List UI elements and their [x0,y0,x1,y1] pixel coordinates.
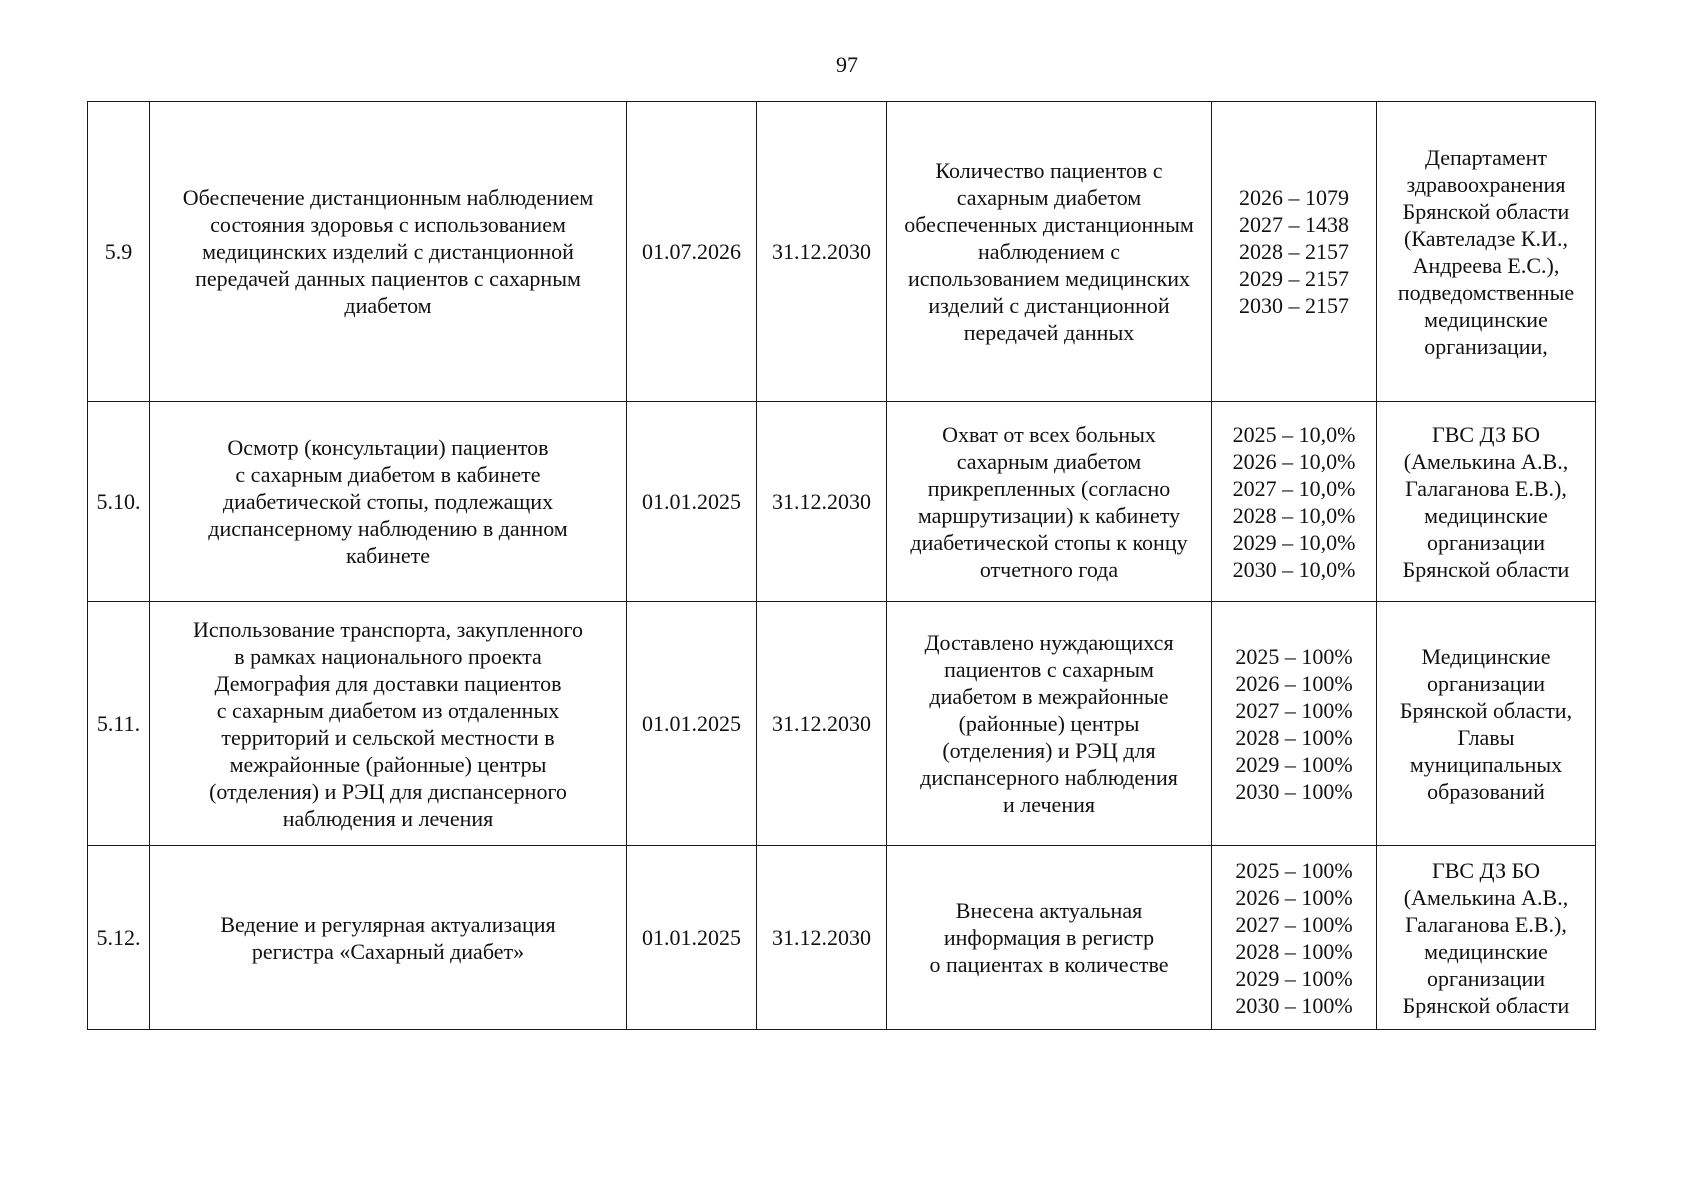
activity-line: Демография для доставки пациентов [214,670,562,696]
responsible-line: здравоохранения [1406,171,1566,197]
activity-cell [150,102,627,402]
responsible-line: Брянской области [1402,992,1570,1018]
target-values-cell [1212,102,1377,402]
indicator-line: передачей данных [963,320,1135,345]
end-date-cell: 31.12.2030 [757,602,887,846]
target-values-line: 2029 – 100% [1235,751,1353,777]
indicator-cell [887,402,1212,602]
indicator-line: Внесена актуальная [955,898,1143,923]
row-number-cell: 5.10. [88,402,150,602]
indicator-line: изделий с дистанционной [928,293,1170,318]
responsible-line: Главы [1457,724,1515,750]
responsible-line: ГВС ДЗ БО [1431,421,1540,447]
target-values-line: 2025 – 100% [1235,857,1353,883]
target-values-cell [1212,402,1377,602]
row-number-cell: 5.9 [88,102,150,402]
responsible-line: (Амелькина А.В., [1403,884,1569,910]
indicator-line: Количество пациентов с [935,158,1163,183]
responsible-cell [1377,846,1596,1030]
row-number-cell: 5.12. [88,846,150,1030]
measures-table [87,101,1596,1030]
table-row [88,602,1596,846]
indicator-line: сахарным диабетом [956,448,1142,474]
indicator-cell [887,602,1212,846]
responsible-line: Брянской области, [1399,697,1573,723]
target-values-line: 2025 – 100% [1235,643,1353,669]
responsible-line: медицинские [1424,306,1548,332]
responsible-cell [1377,102,1596,402]
indicator-line: (районные) центры [958,711,1140,736]
activity-line: диабетической стопы, подлежащих [222,489,554,514]
activity-line: (отделения) и РЭЦ для диспансерного [209,778,567,804]
activity-line: диспансерному наблюдению в данном [208,516,568,541]
activity-line: медицинских изделий с дистанционной [202,239,574,264]
responsible-cell [1377,402,1596,602]
responsible-line: (Амелькина А.В., [1403,448,1569,474]
start-date-cell: 01.07.2026 [627,102,757,402]
activity-line: Ведение и регулярная актуализация [220,911,556,937]
indicator-line: обеспеченных дистанционным [904,212,1194,237]
responsible-line: медицинские [1424,938,1548,964]
responsible-line: образований [1427,778,1545,804]
indicator-line: информация в регистр [943,925,1155,950]
responsible-line: Департамент [1424,144,1547,170]
target-values-line: 2029 – 2157 [1239,266,1349,291]
target-values-line: 2030 – 2157 [1239,293,1349,318]
activity-line: Осмотр (консультации) пациентов [227,435,549,460]
target-values-line: 2028 – 2157 [1239,239,1349,264]
responsible-line: Медицинские [1421,643,1551,669]
responsible-line: организации [1426,965,1546,991]
activity-line: в рамках национального проекта [234,643,542,669]
indicator-cell [887,846,1212,1030]
target-values-line: 2027 – 1438 [1239,212,1349,237]
target-values-line: 2027 – 100% [1235,911,1353,937]
target-values-line: 2025 – 10,0% [1232,421,1356,447]
end-date-cell: 31.12.2030 [757,402,887,602]
target-values-line: 2030 – 100% [1235,778,1353,804]
responsible-line: (Кавтеладзе К.И., [1404,225,1568,251]
activity-line: диабетом [344,293,432,318]
page-number: 97 [836,52,858,77]
target-values-line: 2030 – 100% [1235,992,1353,1018]
activity-line: кабинете [345,543,430,568]
indicator-line: и лечения [1003,792,1095,817]
activity-line: состояния здоровья с использованием [210,212,566,237]
activity-cell [150,402,627,602]
row-number-cell: 5.11. [88,602,150,846]
indicator-line: наблюдением с [978,239,1120,264]
target-values-cell [1212,846,1377,1030]
activity-line: наблюдения и лечения [282,805,494,831]
responsible-cell [1377,602,1596,846]
indicator-line: сахарным диабетом [956,185,1142,210]
responsible-line: Брянской области [1402,198,1570,224]
start-date-cell: 01.01.2025 [627,602,757,846]
target-values-line: 2027 – 100% [1235,697,1353,723]
indicator-line: Доставлено нуждающихся [924,630,1174,655]
responsible-line: ГВС ДЗ БО [1431,857,1540,883]
activity-line: Использование транспорта, закупленного [192,616,584,642]
responsible-line: организации [1426,529,1546,555]
indicator-line: прикрепленных (согласно [927,475,1171,501]
end-date-cell: 31.12.2030 [757,846,887,1030]
responsible-line: организации, [1424,333,1548,359]
start-date-cell: 01.01.2025 [627,846,757,1030]
target-values-line: 2026 – 100% [1235,670,1353,696]
table-row [88,402,1596,602]
start-date-cell: 01.01.2025 [627,402,757,602]
target-values-line: 2029 – 100% [1235,965,1353,991]
responsible-line: Галаганова Е.В.), [1405,475,1567,501]
indicator-line: диабетической стопы к концу [910,529,1188,555]
activity-line: с сахарным диабетом в кабинете [235,462,541,487]
table-row [88,846,1596,1030]
activity-line: территорий и сельской местности в [221,724,555,750]
responsible-line: медицинские [1424,502,1548,528]
target-values-line: 2026 – 100% [1235,884,1353,910]
activity-line: с сахарным диабетом из отдаленных [216,697,560,723]
indicator-line: диспансерного наблюдения [920,765,1178,790]
indicator-line: (отделения) и РЭЦ для [942,738,1156,763]
responsible-line: Брянской области [1402,556,1570,582]
responsible-line: организации [1426,670,1546,696]
target-values-line: 2028 – 10,0% [1232,502,1356,528]
indicator-line: о пациентах в количестве [929,952,1169,977]
target-values-line: 2028 – 100% [1235,724,1353,750]
responsible-line: муниципальных [1409,751,1563,777]
responsible-line: Андреева Е.С.), [1412,252,1560,278]
responsible-line: Галаганова Е.В.), [1405,911,1567,937]
target-values-line: 2026 – 1079 [1239,185,1349,210]
target-values-line: 2028 – 100% [1235,938,1353,964]
target-values-line: 2030 – 10,0% [1232,556,1356,582]
indicator-line: маршрутизации) к кабинету [917,502,1181,528]
indicator-line: пациентов с сахарным [944,657,1154,682]
responsible-line: подведомственные [1397,279,1575,305]
activity-line: передачей данных пациентов с сахарным [195,266,581,291]
target-values-line: 2027 – 10,0% [1232,475,1356,501]
end-date-cell: 31.12.2030 [757,102,887,402]
target-values-line: 2026 – 10,0% [1232,448,1356,474]
target-values-cell [1212,602,1377,846]
activity-cell [150,846,627,1030]
indicator-line: диабетом в межрайонные [929,684,1169,709]
indicator-cell [887,102,1212,402]
activity-line: регистра «Сахарный диабет» [251,938,525,964]
indicator-line: использованием медицинских [907,266,1191,291]
activity-line: межрайонные (районные) центры [229,751,547,777]
activity-cell [150,602,627,846]
target-values-line: 2029 – 10,0% [1232,529,1356,555]
activity-line: Обеспечение дистанционным наблюдением [182,185,594,210]
indicator-line: отчетного года [979,556,1119,582]
table-row [88,102,1596,402]
indicator-line: Охват от всех больных [942,421,1156,447]
